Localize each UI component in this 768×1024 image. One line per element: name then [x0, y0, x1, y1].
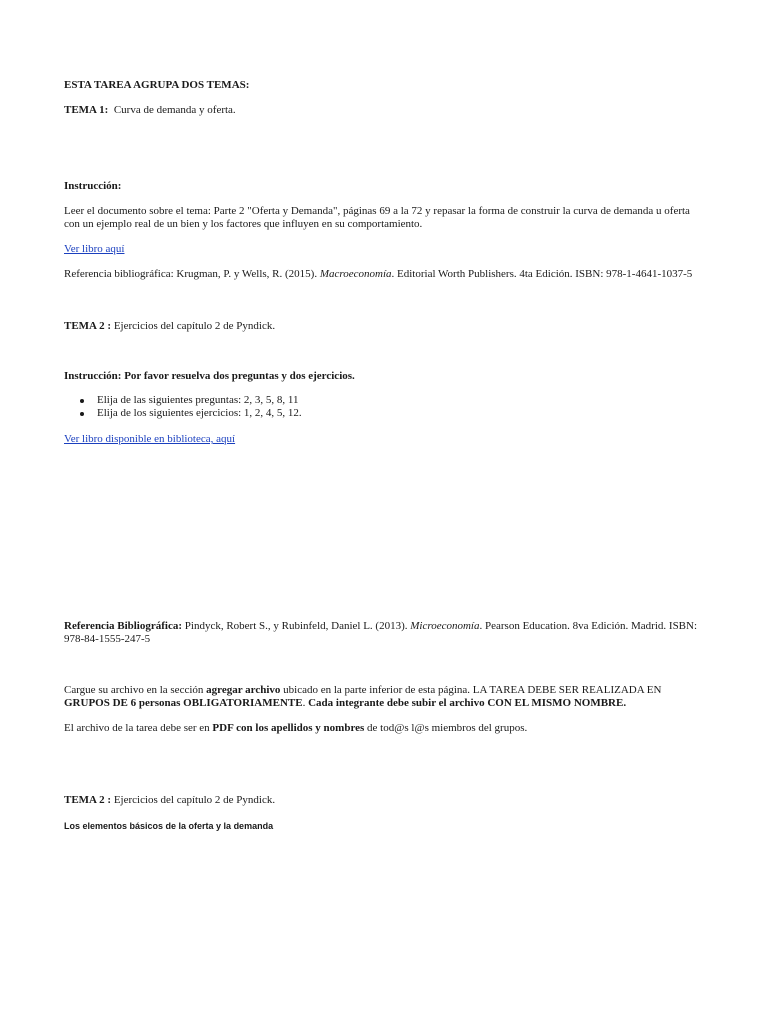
tema2-repeat-line — [64, 794, 275, 807]
upload-instructions-line2: GRUPOS DE 6 personas OBLIGATORIAMENTE. Cada integrante debe subir el archivo CON EL MISMO NOMBRE. — [64, 697, 627, 709]
tema2-repeat-label: TEMA 2 : — [64, 794, 112, 806]
instruccion1-paragraph-line1: Leer el documento sobre el tema: Parte 2 "Oferta y Demanda", páginas 69 a la 72 y repasar la forma de construir la curva de demanda u oferta — [64, 205, 690, 217]
tema1-line — [64, 104, 236, 117]
referencia2-label: Referencia Bibliográfica: — [64, 620, 183, 632]
list-item: Elija de los siguientes ejercicios: 1, 2, 4, 5, 12. — [64, 407, 302, 420]
referencia1: Referencia bibliográfica: Krugman, P. y Wells, R. (2015). Macroeconomía. Editorial Worth Publishers. 4ta Edición. ISBN: 978-1-4641-1037-5 — [64, 268, 693, 280]
upload-instructions-line1: Cargue su archivo en la sección agregar archivo ubicado en la parte inferior de esta página. LA TAREA DEBE SER REALIZADA EN — [64, 684, 662, 696]
instruccion1-paragraph-line2: con un ejemplo real de un bien y los factores que influyen en su comportamiento. — [64, 218, 423, 230]
instruccion2-bullet-list — [64, 394, 302, 420]
assignment-heading: ESTA TAREA AGRUPA DOS TEMAS: — [64, 79, 250, 91]
tema1-label: TEMA 1: — [64, 104, 109, 116]
ver-libro-biblioteca-link[interactable]: Ver libro disponible en biblioteca, aquí — [64, 433, 236, 445]
ver-libro-link-container — [64, 243, 124, 256]
archivo-instructions: El archivo de la tarea debe ser en PDF con los apellidos y nombres de tod@s l@s miembros del grupos. — [64, 722, 528, 734]
tema2-text: Ejercicios del capítulo 2 de Pyndick. — [113, 320, 276, 332]
bullet-icon — [80, 412, 84, 416]
ver-libro-link[interactable]: Ver libro aquí — [64, 243, 125, 255]
tema1-text: Curva de demanda y oferta. — [113, 104, 236, 116]
tema2-repeat-text: Ejercicios del capítulo 2 de Pyndick. — [113, 794, 276, 806]
referencia2-isbn: 978-84-1555-247-5 — [64, 633, 151, 645]
tema2-line — [64, 320, 275, 333]
instruccion1-label: Instrucción: — [64, 180, 122, 192]
referencia2-title: Microeconomía — [410, 620, 480, 632]
referencia2-line1: Referencia Bibliográfica: Pindyck, Robert S., y Rubinfeld, Daniel L. (2013). Microeconomía. Pearson Education. 8va Edición. Madrid. ISBN: — [64, 620, 698, 632]
list-item: Elija de las siguientes preguntas: 2, 3, 5, 8, 11 — [64, 394, 302, 407]
section-subtitle: Los elementos básicos de la oferta y la demanda — [64, 821, 274, 831]
instruccion2-heading: Instrucción: Por favor resuelva dos preguntas y dos ejercicios. — [64, 370, 355, 382]
tema2-label: TEMA 2 : — [64, 320, 112, 332]
bullet-icon — [80, 399, 84, 403]
referencia1-title: Macroeconomía — [319, 268, 392, 280]
ver-libro-biblioteca-container — [64, 433, 235, 446]
